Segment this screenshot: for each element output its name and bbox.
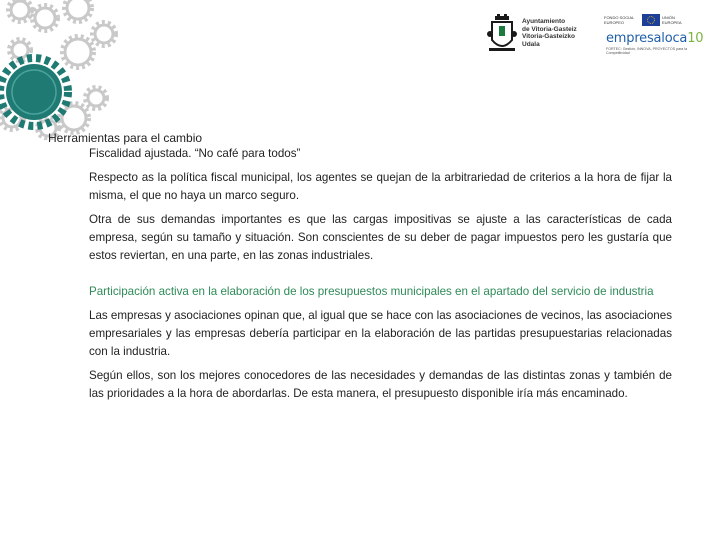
slide-subtitle: Fiscalidad ajustada. “No café para todos” xyxy=(89,147,301,160)
eu-funding-logo xyxy=(604,14,704,56)
brand-number: 10 xyxy=(687,31,704,46)
paragraph-fiscal-policy: Respecto as la política fiscal municipal, los agentes se quejan de la arbitrariedad de criterios a la hora de fijar la misma, el que no haya un marco seguro. xyxy=(89,171,672,202)
council-name-line: Udala xyxy=(522,40,540,48)
decorative-gears xyxy=(0,0,150,140)
paragraph-tax-demands: Otra de sus demandas importantes es que las cargas impositivas se ajuste a las características de cada empresa, según su tamaño y situación. Son conscientes de su deber de pagar impuestos pero les gustaría que estos reviertan, en una parte, en las zonas industriales. xyxy=(89,213,672,262)
council-name-line: de Vitoria-Gasteiz xyxy=(522,25,577,33)
logo-small-print: FORTEC: Gestión, INNOVA, PROYECTOS para la Competitividad xyxy=(606,47,688,56)
council-name-line: Ayuntamiento xyxy=(522,18,566,25)
city-council-logo xyxy=(486,14,596,56)
paragraph-knowledge: Según ellos, son los mejores conocedores de las necesidades y demandas de las distintas zonas y también de las prioridades a la hora de abordarlas. De esta manera, el presupuesto disponible iría más encaminado. xyxy=(89,369,672,400)
slide-content xyxy=(89,145,672,409)
section-title-participation: Participación activa en la elaboración de los presupuestos municipales en el apartado del servicio de industria xyxy=(89,285,654,298)
council-name-line: Vitoria-Gasteizko xyxy=(522,33,575,40)
slide-heading: Herramientas para el cambio xyxy=(48,131,203,145)
fund-text: FONDO SOCIAL EUROPEO xyxy=(604,15,635,25)
brand-main: empresaloca xyxy=(606,31,688,46)
paragraph-associations: Las empresas y asociaciones opinan que, al igual que se hace con las asociaciones de vecinos, las asociaciones empresariales y las empresas debería participar en la elaboración de las partidas presupuestarias relacionadas con la industria. xyxy=(89,309,672,358)
eu-name: UNIÓN EUROPEA xyxy=(662,15,682,25)
brand-logo xyxy=(606,31,703,46)
coat-of-arms-icon xyxy=(486,14,518,54)
eu-flag-icon xyxy=(642,14,660,26)
